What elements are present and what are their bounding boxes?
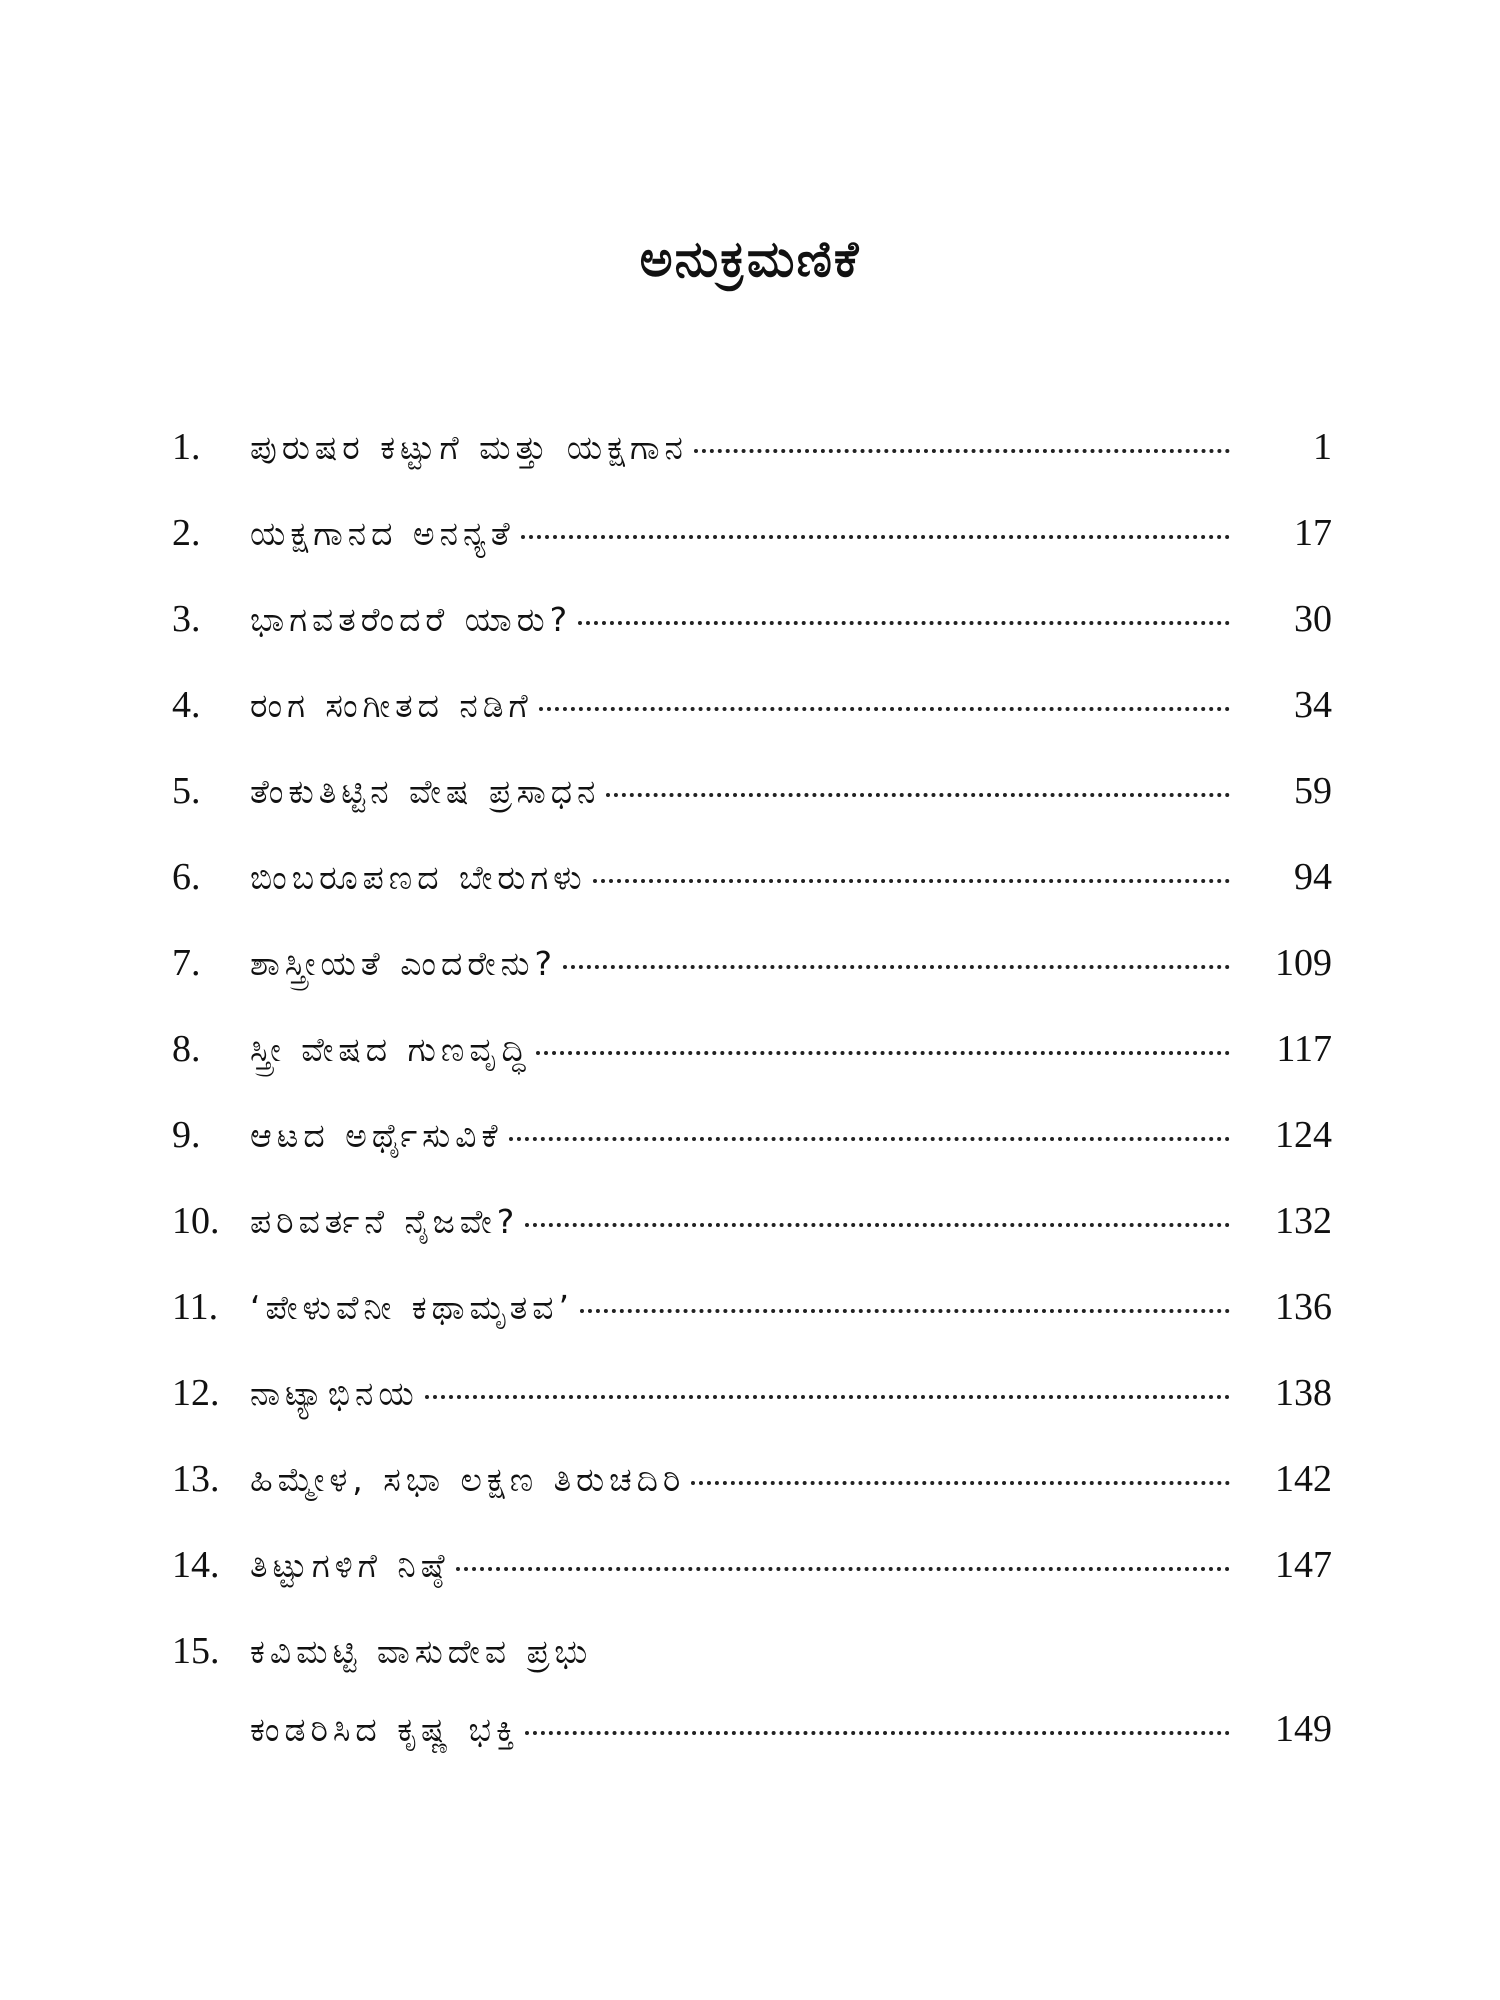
entry-page: 94	[1294, 856, 1332, 898]
entry-number: 11.	[172, 1286, 219, 1328]
dot-leader	[525, 1731, 1230, 1735]
entry-title: ತೆಂಕುತಿಟ್ಟಿನ ವೇಷ ಪ್ರಸಾಧನ	[250, 772, 601, 811]
toc-entry	[172, 425, 1332, 511]
entry-page: 1	[1313, 426, 1332, 468]
toc-entry	[172, 1199, 1332, 1285]
entry-page: 59	[1294, 770, 1332, 812]
dot-leader	[578, 621, 1230, 625]
dot-leader	[521, 535, 1230, 539]
entry-page: 138	[1275, 1372, 1332, 1414]
entry-page: 142	[1275, 1458, 1332, 1500]
entry-number: 10.	[172, 1200, 220, 1242]
entry-page: 124	[1275, 1114, 1332, 1156]
entry-title: ರಂಗ ಸಂಗೀತದ ನಡಿಗೆ	[250, 686, 533, 725]
entry-page: 117	[1276, 1028, 1332, 1070]
toc-entry	[172, 597, 1332, 683]
entry-number: 12.	[172, 1372, 220, 1414]
toc-entry	[172, 1371, 1332, 1457]
toc-entry	[172, 855, 1332, 941]
entry-page: 34	[1294, 684, 1332, 726]
toc-entry	[172, 1543, 1332, 1629]
entry-title: ಬಿಂಬರೂಪಣದ ಬೇರುಗಳು	[250, 858, 587, 897]
dot-leader	[606, 793, 1230, 797]
entry-title: ಸ್ತ್ರೀ ವೇಷದ ಗುಣವೃದ್ಧಿ	[250, 1030, 531, 1069]
entry-number: 1.	[172, 426, 201, 468]
toc-entry	[172, 511, 1332, 597]
toc-entry	[172, 1285, 1332, 1371]
entry-title: ಯಕ್ಷಗಾನದ ಅನನ್ಯತೆ	[250, 514, 515, 553]
toc-entry	[172, 683, 1332, 769]
entry-title: ಶಾಸ್ತ್ರೀಯತೆ ಎಂದರೇನು?	[250, 944, 557, 983]
entry-title: ಭಾಗವತರೆಂದರೆ ಯಾರು?	[250, 600, 573, 639]
toc-entry	[172, 769, 1332, 855]
entry-number: 9.	[172, 1114, 201, 1156]
dot-leader	[593, 879, 1230, 883]
dot-leader	[580, 1309, 1230, 1313]
toc-entry	[172, 1629, 1332, 1789]
entry-number: 5.	[172, 770, 201, 812]
entry-page: 132	[1275, 1200, 1332, 1242]
entry-page: 149	[1275, 1708, 1332, 1750]
entry-number: 4.	[172, 684, 201, 726]
dot-leader	[691, 1481, 1230, 1485]
dot-leader	[425, 1395, 1230, 1399]
table-of-contents	[172, 425, 1332, 1789]
entry-title: ಆಟದ ಅರ್ಥೈಸುವಿಕೆ	[250, 1116, 503, 1155]
entry-page: 17	[1294, 512, 1332, 554]
dot-leader	[509, 1137, 1230, 1141]
dot-leader	[539, 707, 1230, 711]
entry-page: 30	[1294, 598, 1332, 640]
entry-number: 3.	[172, 598, 201, 640]
entry-number: 8.	[172, 1028, 201, 1070]
entry-title-continued: ಕಂಡರಿಸಿದ ಕೃಷ್ಣ ಭಕ್ತಿ	[250, 1710, 520, 1749]
entry-number: 7.	[172, 942, 201, 984]
entry-number: 15.	[172, 1630, 220, 1672]
dot-leader	[563, 965, 1230, 969]
entry-number: 14.	[172, 1544, 220, 1586]
entry-title: ‘ಪೇಳುವೆನೀ ಕಥಾಮೃತವ’	[250, 1288, 574, 1327]
toc-entry	[172, 941, 1332, 1027]
dot-leader	[536, 1051, 1230, 1055]
entry-page: 147	[1275, 1544, 1332, 1586]
entry-title: ಹಿಮ್ಮೇಳ, ಸಭಾ ಲಕ್ಷಣ ತಿರುಚದಿರಿ	[250, 1460, 686, 1499]
entry-title: ಪುರುಷರ ಕಟ್ಟುಗೆ ಮತ್ತು ಯಕ್ಷಗಾನ	[250, 428, 688, 467]
entry-title: ತಿಟ್ಟುಗಳಿಗೆ ನಿಷ್ಠೆ	[250, 1546, 450, 1585]
dot-leader	[525, 1223, 1230, 1227]
entry-page: 136	[1275, 1286, 1332, 1328]
entry-number: 6.	[172, 856, 201, 898]
dot-leader	[694, 449, 1230, 453]
entry-number: 2.	[172, 512, 201, 554]
toc-entry	[172, 1113, 1332, 1199]
page-title: ಅನುಕ್ರಮಣಿಕೆ	[639, 230, 861, 288]
entry-title: ಪರಿವರ್ತನೆ ನೈಜವೇ?	[250, 1202, 520, 1241]
entry-title: ನಾಟ್ಯಾಭಿನಯ	[250, 1374, 419, 1413]
entry-title: ಕವಿಮಟ್ಟಿ ವಾಸುದೇವ ಪ್ರಭು	[250, 1632, 593, 1671]
dot-leader	[456, 1567, 1230, 1571]
entry-number: 13.	[172, 1458, 220, 1500]
toc-entry	[172, 1027, 1332, 1113]
toc-entry	[172, 1457, 1332, 1543]
entry-page: 109	[1275, 942, 1332, 984]
